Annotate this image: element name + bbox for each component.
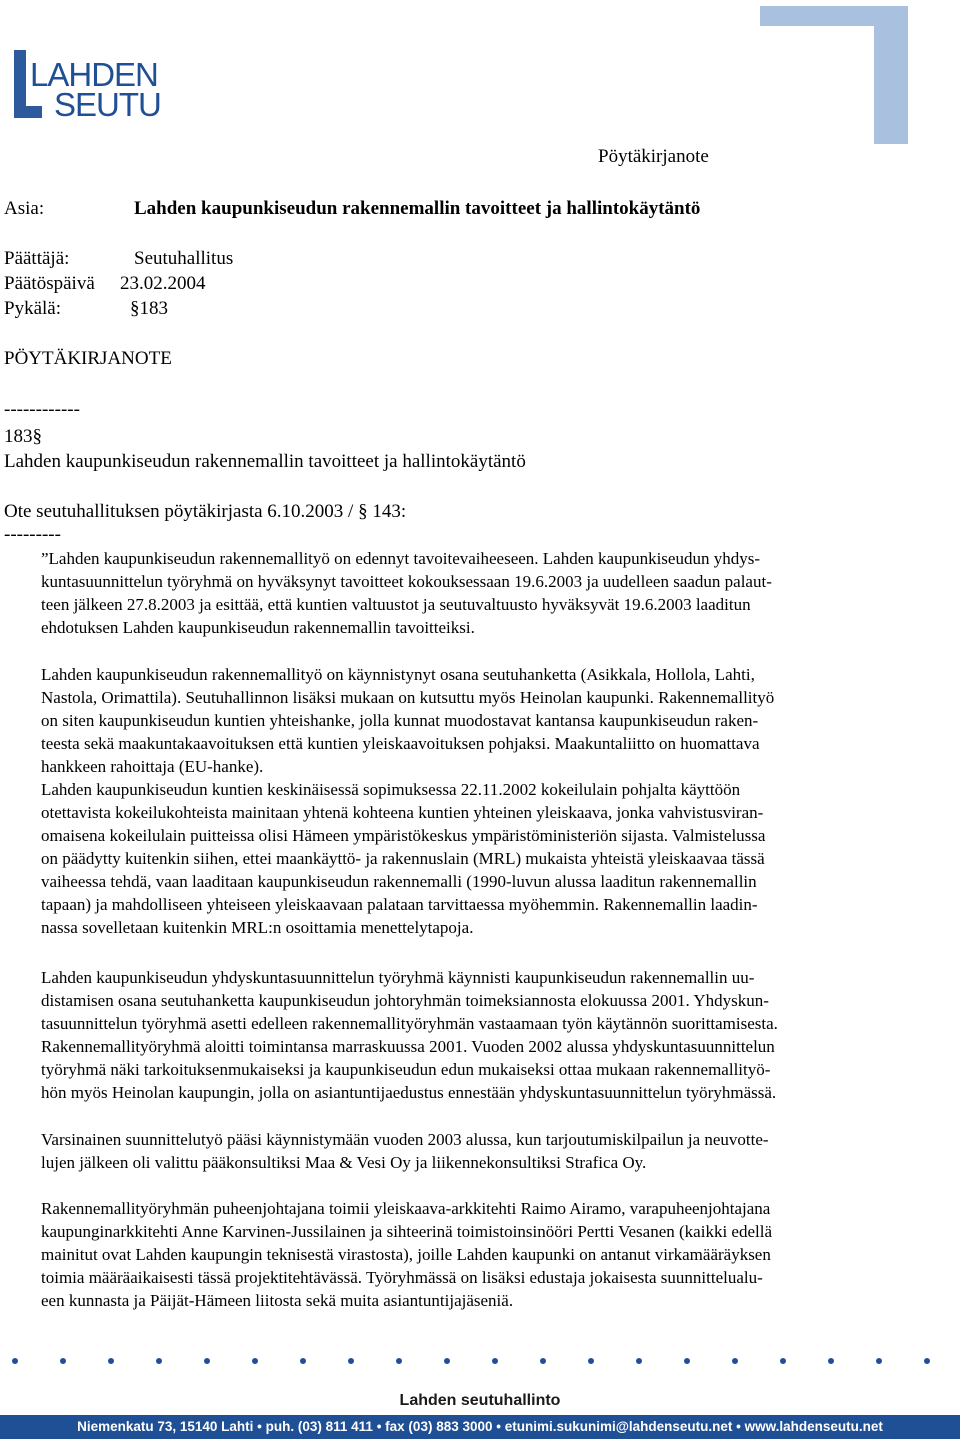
text-line: toimia määräaikaisesti tässä projektitehtävässä. Työryhmässä on lisäksi edustaja jokaisesta suunnittelualu-: [41, 1268, 763, 1287]
footer-dot: [876, 1358, 882, 1364]
paatospaiva-value: 23.02.2004: [120, 273, 206, 294]
footer-dot: [300, 1358, 306, 1364]
footer-dot: [444, 1358, 450, 1364]
footer-dot: [204, 1358, 210, 1364]
footer-dot: [828, 1358, 834, 1364]
footer-dot: [684, 1358, 690, 1364]
text-line: Varsinainen suunnittelutyö pääsi käynnistymään vuoden 2003 alussa, kun tarjoutumiskilpailun ja neuvotte-: [41, 1130, 769, 1149]
text-line: teen jälkeen 27.8.2003 ja esittää, että kuntien valtuustot ja seutuvaltuusto hyväksyvät 19.6.2003 laaditun: [41, 595, 751, 614]
paattaja-value: Seutuhallitus: [134, 248, 234, 269]
footer-dot-row: [0, 1358, 960, 1368]
text-line: Rakennemallityöryhmän puheenjohtajana toimii yleiskaava-arkkitehti Raimo Airamo, varapuheenjohtajana: [41, 1199, 771, 1218]
footer-dot: [156, 1358, 162, 1364]
text-line: distamisen osana seutuhanketta kaupunkiseudun johtoryhmän toimeksiannosta elokuussa 2001. Yhdyskun-: [41, 991, 769, 1010]
text-line: työryhmä näki tarkoituksenmukaiseksi ja kaupunkiseudun edun mukaiseksi ottaa mukaan rakennemallityö-: [41, 1060, 771, 1079]
asia-label: Asia:: [4, 198, 45, 219]
pykala-label: Pykälä:: [4, 298, 61, 319]
text-line: on siten kaupunkiseudun kuntien yhteishanke, jolla kunnat muodostavat kantansa kaupunkiseudun raken-: [41, 711, 759, 730]
text-line: hön myös Heinolan kaupungin, jolla on asiantuntijaedustus ennestään yhdyskuntasuunnittelun työryhmässä.: [41, 1083, 777, 1102]
text-line: mainitut ovat Lahden kaupungin teknisestä virastosta), joille Lahden kaupunki on antanut virkamääräyksen: [41, 1245, 771, 1264]
text-line: Lahden kaupunkiseudun kuntien keskinäisessä sopimuksessa 22.11.2002 kokeilulain pohjalta käyttöön: [41, 780, 741, 799]
paragraph-2: [41, 663, 921, 939]
paragraph-5: [41, 1197, 921, 1312]
footer-dot: [348, 1358, 354, 1364]
asia-value: Lahden kaupunkiseudun rakennemallin tavoitteet ja hallintokäytäntö: [134, 198, 701, 219]
document-type: Pöytäkirjanote: [598, 146, 709, 167]
logo-line2: SEUTU: [54, 86, 161, 123]
text-line: omaisena kokeilulain puitteissa olisi Hämeen ympäristökeskus ympäristöministeriön sijasta. Valmistelussa: [41, 826, 766, 845]
footer-dot: [396, 1358, 402, 1364]
section-title: Lahden kaupunkiseudun rakennemallin tavoitteet ja hallintokäytäntö: [4, 451, 526, 472]
footer-dot: [732, 1358, 738, 1364]
section-number: 183§: [4, 426, 42, 447]
footer-dot: [12, 1358, 18, 1364]
text-line: otettavista kokeilukohteista mainitaan yhtenä kohteena kuntien yhteinen yleiskaava, jonka vahvistusviran-: [41, 803, 764, 822]
logo-bracket: [14, 50, 26, 118]
lahden-seutu-logo: [14, 50, 239, 128]
footer-organization: Lahden seutuhallinto: [399, 1392, 561, 1409]
footer-dot: [588, 1358, 594, 1364]
pykala-value: §183: [130, 298, 168, 319]
footer-dot: [252, 1358, 258, 1364]
separator-dashes-short: ---------: [4, 524, 61, 545]
excerpt-reference: Ote seutuhallituksen pöytäkirjasta 6.10.2003 / § 143:: [4, 501, 407, 522]
text-line: ehdotuksen Lahden kaupunkiseudun rakennemallin tavoitteiksi.: [41, 618, 475, 637]
text-line: hankkeen rahoittaja (EU-hanke).: [41, 757, 264, 776]
separator-dashes: ------------: [4, 399, 80, 420]
text-line: kuntasuunnittelun työryhmä on hyväksynyt tavoitteet kokouksessaan 19.6.2003 ja uudelleen saadun palaut-: [41, 572, 772, 591]
text-line: Rakennemallityöryhmä aloitti toimintansa marraskuussa 2001. Vuoden 2002 alussa yhdyskuntasuunnittelun: [41, 1037, 775, 1056]
text-line: kaupunginarkkitehti Anne Karvinen-Jussilainen ja sihteerinä toimistoinsinööri Pertti Vesanen (kaikki edellä: [41, 1222, 772, 1241]
text-line: on päädytty kuitenkin siihen, ettei maankäyttö- ja rakennuslain (MRL) mukaista yhteistä yleiskaavaa tässä: [41, 849, 765, 868]
footer-contact-bar: Niemenkatu 73, 15140 Lahti • puh. (03) 811 411 • fax (03) 883 3000 • etunimi.sukunimi@lahdenseutu.net • www.lahdenseutu.net: [0, 1415, 960, 1439]
footer-dot: [636, 1358, 642, 1364]
paragraph-4: [41, 1128, 921, 1174]
text-line: Lahden kaupunkiseudun rakennemallityö on käynnistynyt osana seutuhanketta (Asikkala, Hollola, Lahti,: [41, 665, 755, 684]
text-line: tasuunnittelun työryhmä asetti edelleen rakennemallityöryhmän vastaamaan työn käytännön suorittamisesta.: [41, 1014, 778, 1033]
footer-dot: [540, 1358, 546, 1364]
corner-decoration: [760, 6, 908, 144]
text-line: ”Lahden kaupunkiseudun rakennemallityö on edennyt tavoitevaiheeseen. Lahden kaupunkiseudun yhdys-: [41, 549, 760, 568]
footer-dot: [492, 1358, 498, 1364]
paragraph-1: [41, 547, 921, 639]
paragraph-3: [41, 966, 921, 1104]
text-line: Lahden kaupunkiseudun yhdyskuntasuunnittelun työryhmä käynnisti kaupunkiseudun rakennemallin uu-: [41, 968, 755, 987]
page-title: PÖYTÄKIRJANOTE: [4, 348, 172, 369]
text-line: Nastola, Orimattila). Seutuhallinnon lisäksi mukaan on kutsuttu myös Heinolan kaupunki. Rakennemallityö: [41, 688, 775, 707]
footer-dot: [780, 1358, 786, 1364]
footer-dot: [924, 1358, 930, 1364]
text-line: tapaan) ja mahdolliseen yhteiseen yleiskaavaan palataan tarvittaessa myöhemmin. Rakennemallin laadin-: [41, 895, 758, 914]
paattaja-label: Päättäjä:: [4, 248, 70, 269]
text-line: lujen jälkeen oli valittu pääkonsultiksi Maa & Vesi Oy ja liikennekonsultiksi Strafica Oy.: [41, 1153, 647, 1172]
footer-dot: [60, 1358, 66, 1364]
text-line: vaiheessa tehdä, vaan laaditaan kaupunkiseudun rakennemalli (1990-luvun alussa laaditun rakennemallin: [41, 872, 757, 891]
logo-line1: LAHDEN: [30, 56, 158, 93]
paatospaiva-label: Päätöspäivä: [4, 273, 95, 294]
text-line: teesta sekä maakuntakaavoituksen että kuntien yleiskaavoituksen pohjaksi. Maakuntaliitto on huomattava: [41, 734, 760, 753]
text-line: nassa sovelletaan kuitenkin MRL:n osoittamia menettelytapoja.: [41, 918, 474, 937]
footer-dot: [108, 1358, 114, 1364]
text-line: een kunnasta ja Päijät-Hämeen liitosta sekä muita asiantuntijajäseniä.: [41, 1291, 514, 1310]
